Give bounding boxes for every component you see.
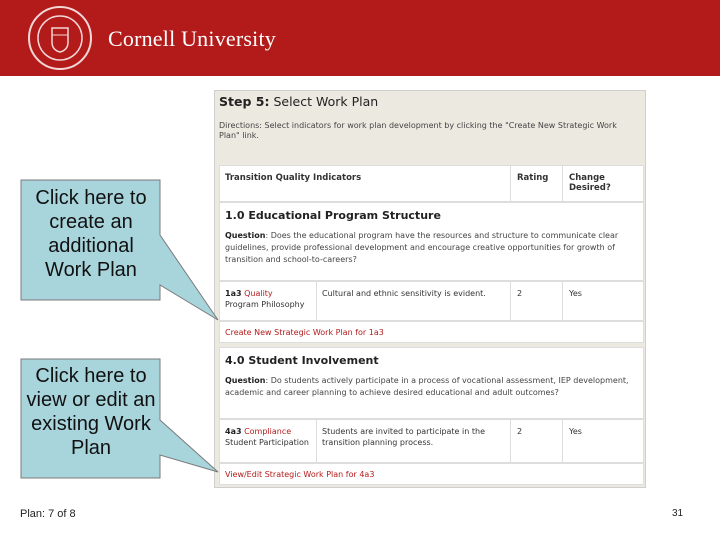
indicator-rating: 2: [510, 282, 562, 320]
column-indicators: Transition Quality Indicators: [225, 173, 362, 183]
section-question: Question: Do students actively participate in a process of vocational assessment, IEP development, academic and career planning to achieve desired educational and adult outcomes?: [225, 376, 629, 397]
column-change: Change Desired?: [562, 166, 629, 208]
callout-create-text: Click here to create an additional Work Plan: [35, 187, 147, 281]
step-title: Step 5: Select Work Plan: [219, 94, 379, 109]
section-question: Question: Does the educational program have the resources and structure to communicate clear guidelines, provide professional development and encourage creative opportunities for growth of transition and school-to-careers?: [225, 231, 619, 264]
create-work-plan-link[interactable]: Create New Strategic Work Plan for 1a3: [225, 328, 384, 337]
table-row: 1a3 Quality Program Philosophy Cultural and ethnic sensitivity is evident. 2 Yes: [219, 281, 644, 321]
brand-wordmark: Cornell University: [108, 26, 276, 51]
indicator-change: Yes: [562, 282, 642, 320]
page-number: 31: [672, 508, 684, 519]
column-rating: Rating: [510, 166, 562, 208]
view-edit-work-plan-link[interactable]: View/Edit Strategic Work Plan for 4a3: [225, 470, 375, 479]
indicator-change: Yes: [562, 420, 642, 462]
section-title: 4.0 Student Involvement: [225, 354, 379, 367]
indicator-description: Students are invited to participate in the transition planning process.: [316, 420, 501, 462]
indicator-link[interactable]: Compliance: [244, 427, 292, 436]
indicator-description: Cultural and ethnic sensitivity is evident.: [316, 282, 501, 320]
plan-indicator: Plan: 7 of 8: [20, 508, 76, 520]
directions-text: Directions: Select indicators for work plan development by clicking the "Create New Strategic Work Plan" link.: [219, 121, 617, 140]
indicator-rating: 2: [510, 420, 562, 462]
callout-edit-text: Click here to view or edit an existing Work Plan: [26, 365, 156, 459]
section-title: 1.0 Educational Program Structure: [225, 209, 441, 222]
indicator-link[interactable]: Quality: [244, 289, 273, 298]
table-row: 4a3 Compliance Student Participation Students are invited to participate in the transition planning process. 2 Yes: [219, 419, 644, 463]
